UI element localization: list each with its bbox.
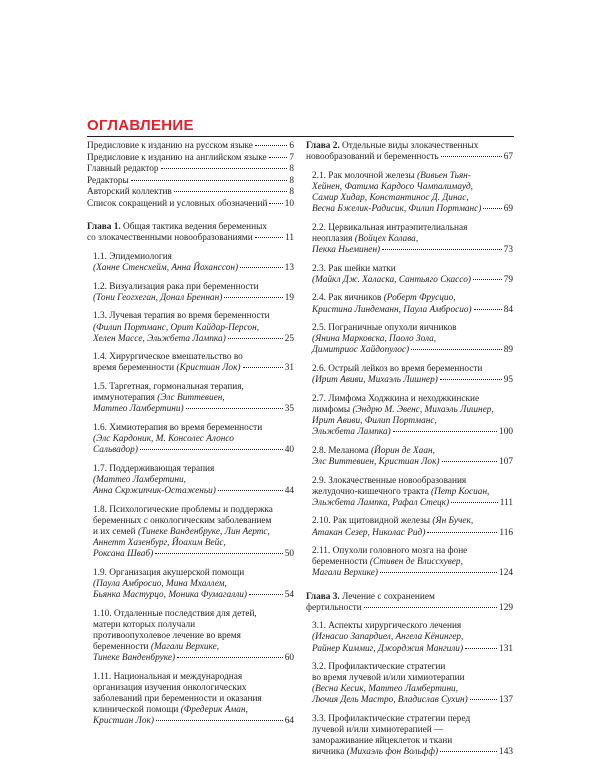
toc-entry-line: Аннетт Хазенбург, Йоахим Вейс, (93, 537, 226, 548)
toc-entry-line: 1.5. Таргетная, гормональная терапия, (93, 382, 244, 393)
toc-entry-title: Предисловие к изданию на английском языке (87, 152, 267, 163)
page-number: 107 (499, 456, 513, 467)
dot-leader (255, 237, 283, 238)
toc-entry-title: Бьянка Мастурцо, Моника Фумагалли) (93, 589, 248, 600)
toc-entry-line: 2.1. Рак молочной железы (Вивьен Тьян- (312, 170, 471, 181)
toc-entry[interactable] (87, 153, 294, 164)
toc-entry-line: 1.4. Хирургическое вмешательство во (93, 352, 243, 363)
toc-entry-line: 2.11. Опухоли головного мозга на фоне (312, 546, 468, 557)
dot-leader (451, 502, 498, 503)
toc-entry[interactable] (306, 293, 513, 315)
page-number: 44 (284, 486, 294, 496)
page-number: 8 (289, 175, 294, 186)
page-number: 69 (503, 204, 513, 215)
toc-entry-line: Глава 1. Общая тактика ведения беременных (87, 222, 268, 233)
toc-entry-line: Ирит Авиви, Филип Портманс, (312, 416, 437, 427)
toc-entry[interactable] (87, 423, 294, 456)
dot-leader (243, 367, 283, 368)
toc-entry-line: беременности (Стивен де Влиссхувер, (312, 557, 463, 568)
toc-entry[interactable] (306, 446, 513, 468)
toc-entry[interactable] (306, 621, 513, 654)
toc-entry-line: 1.11. Национальная и международная (93, 671, 243, 682)
toc-entry[interactable] (87, 164, 294, 175)
page-number: 84 (503, 304, 513, 315)
toc-entry-title: (Ирит Авиви, Михаэль Лишнер) (312, 375, 438, 386)
toc-entry-line: организация изучения онкологических (93, 682, 247, 693)
dot-leader (228, 338, 283, 339)
dot-leader (380, 572, 497, 573)
toc-entry-line: беременности (Магали Верхике, (93, 641, 220, 652)
toc-entry[interactable] (87, 199, 294, 210)
toc-entry[interactable] (87, 141, 294, 152)
page-number: 8 (289, 187, 294, 198)
dot-leader (393, 431, 497, 432)
toc-entry-title: новообразований и беременность (306, 152, 439, 163)
dot-leader (218, 490, 283, 491)
dot-leader (364, 607, 497, 608)
page-number: 35 (284, 404, 294, 415)
toc-entry-title: Эльжбета Лампка, Рафал Стецк) (312, 497, 450, 508)
dot-leader (140, 449, 283, 450)
toc-entry-line: 2.10. Рак щитовидной железы (Ян Бучек, (312, 516, 474, 527)
toc-entry-line: заболеваний при беременности и оказания (93, 693, 262, 704)
page-number: 60 (284, 653, 294, 663)
toc-entry-line: лимфомы (Эндрю М. Эвенс, Михаэль Лишнер, (312, 404, 494, 415)
dot-leader (442, 461, 498, 462)
toc-entry-line: 1.8. Психологические проблемы и поддержка (93, 504, 273, 515)
toc-entry[interactable] (87, 311, 294, 344)
toc-entry-title: (Майкл Дж. Халаска, Сантьяго Скассо) (312, 274, 471, 285)
toc-entry-title: Маттео Ламбертини) (93, 404, 184, 415)
toc-entry-title: Роксана Шваб) (93, 549, 154, 560)
toc-entry-title: Лючия Дель Мастро, Владислав Сухин) (312, 695, 468, 706)
toc-entry-title: Райнер Киммиг, Джорджия Мангили) (312, 643, 464, 654)
toc-entry-line: лучевой и/или химиотерапией — (312, 725, 444, 736)
toc-entry-line: 2.3. Рак шейки матки (312, 263, 396, 274)
toc-entry-line: 2.4. Рак яичников (Роберт Фрусцио, (312, 293, 456, 304)
toc-entry-line: (Игнасио Запардиел, Ангела Кёнингер, (312, 632, 464, 643)
toc-entry-line: 2.8. Меланома (Йорин де Хаан, (312, 445, 435, 456)
toc-entry-line: во время лучевой и/или химиотерапии (312, 673, 465, 684)
page-number: 54 (284, 589, 294, 600)
page-title: ОГЛАВЛЕНИЕ (87, 117, 194, 134)
dot-leader (224, 297, 282, 298)
toc-entry-title: Редакторы (87, 175, 129, 186)
toc-entry-title: Главный редактор (87, 164, 159, 175)
toc-entry[interactable] (306, 223, 513, 256)
toc-column-right (306, 141, 513, 759)
toc-entry-line: 1.1. Эпидемиология (93, 251, 172, 262)
toc-entry-line: (Янина Марковска, Паоло Зола, (312, 334, 437, 345)
toc-entry-title: Хелен Массе, Эльжбета Лампка) (93, 333, 226, 344)
toc-entry-line: 1.10. Отдаленные последствия для детей, (93, 608, 257, 619)
page-number: 6 (289, 141, 294, 151)
page-number: 143 (499, 747, 513, 758)
toc-entry[interactable] (306, 546, 513, 579)
toc-entry[interactable] (87, 464, 294, 497)
toc-entry-line: беременных с онкологическим заболеванием (93, 515, 272, 526)
toc-entry-title: Весна Бжелик-Радисик, Филип Портманс) (312, 204, 482, 215)
toc-entry-title: Авторский коллектив (87, 187, 172, 198)
toc-entry[interactable] (87, 282, 294, 304)
toc-entry-line: (Элс Кардоник, М. Консолес Алонсо (93, 434, 234, 445)
toc-entry-title: со злокачественными новообразованиями (87, 233, 253, 244)
dot-leader (156, 720, 283, 721)
toc-entry-line: 1.9. Организация акушерской помощи (93, 567, 245, 578)
toc-entry-line: (Весна Кесик, Маттео Ламбертини, (312, 684, 459, 695)
page-number: 7 (289, 152, 294, 163)
dot-leader (269, 203, 282, 204)
toc-entry-title: (Тони Геогхеган, Донал Бреннан) (93, 292, 223, 303)
toc-entry-line: замораживание яйцеклеток и ткани (312, 736, 453, 747)
dot-leader (255, 145, 287, 146)
toc-entry[interactable] (306, 714, 513, 758)
page-number: 124 (499, 568, 513, 579)
toc-entry[interactable] (306, 516, 513, 538)
dot-leader (161, 168, 288, 169)
toc-entry-line: 2.2. Цервикальная интраэпителиальная (312, 222, 468, 233)
page-number: 19 (284, 292, 294, 303)
toc-entry-line: Самир Хидар, Константинос Д. Динас, (312, 192, 469, 203)
toc-entry-title: фертильности (306, 602, 362, 613)
dot-leader (440, 751, 497, 752)
page-number: 89 (503, 345, 513, 356)
toc-entry-line: Хейнен, Фатима Кардосо Чампалимауд, (312, 181, 473, 192)
toc-entry-title: яичника (Михаэль фон Вольфф) (312, 747, 439, 758)
page-number: 8 (289, 164, 294, 175)
page-number: 11 (285, 233, 294, 244)
toc-column-left (87, 141, 294, 727)
toc-entry-line: 2.6. Острый лейкоз во время беременности (312, 364, 483, 375)
toc-entry[interactable] (87, 252, 294, 274)
toc-entry-title: (Ханне Стенсхейм, Анна Йоханссон) (93, 262, 239, 273)
toc-entry-title: время беременности (Кристиан Лок) (93, 363, 241, 374)
toc-entry-line: противоопухолевое лечение во время (93, 630, 241, 641)
dot-leader (427, 532, 497, 533)
page-number: 40 (284, 445, 294, 456)
toc-entry[interactable] (306, 171, 513, 215)
page-number: 31 (284, 363, 294, 374)
toc-entry[interactable] (306, 323, 513, 356)
page-number: 137 (499, 695, 513, 706)
title-divider (87, 136, 514, 137)
dot-leader (249, 594, 283, 595)
toc-entry-title: Кристиан Лок) (93, 716, 154, 727)
page-number: 100 (499, 427, 513, 438)
toc-entry-line: 3.3. Профилактические стратегии перед (312, 714, 471, 725)
toc-entry[interactable] (87, 382, 294, 415)
toc-entry-title: Элс Виттевиен, Кристиан Лок) (312, 456, 440, 467)
page-number: 129 (499, 602, 513, 613)
toc-entry-line: клинической помощи (Фредерик Аман, (93, 704, 248, 715)
dot-leader (269, 157, 288, 158)
toc-entry-title: Кристина Линдеманн, Паула Амбросио) (312, 304, 472, 315)
page-number: 95 (503, 375, 513, 386)
toc-entry-line: 2.9. Злокачественные новообразования (312, 475, 467, 486)
toc-entry[interactable] (87, 609, 294, 664)
toc-entry[interactable] (306, 394, 513, 438)
dot-leader (440, 379, 502, 380)
dot-leader (186, 408, 283, 409)
toc-entry[interactable] (306, 364, 513, 386)
toc-entry-line: 2.7. Лимфома Ходжкина и неходжкинские (312, 393, 480, 404)
page-number: 25 (284, 333, 294, 344)
dot-leader (465, 648, 497, 649)
toc-entry-line: 1.6. Химиотерапия во время беременности (93, 422, 263, 433)
toc-entry-line: и их семей (Тинеке Ванденбруке, Лин Аертс, (93, 526, 270, 537)
dot-leader (240, 267, 283, 268)
page-number: 79 (503, 274, 513, 285)
toc-entry-title: Пекка Ньеминен) (312, 244, 381, 255)
dot-leader (177, 657, 283, 658)
toc-entry-line: матери которых получали (93, 619, 196, 630)
toc-entry[interactable] (87, 222, 294, 244)
toc-entry[interactable] (87, 568, 294, 601)
toc-entry-title: Магали Верхике) (312, 568, 378, 579)
page-number: 10 (284, 198, 294, 209)
dot-leader (174, 191, 288, 192)
toc-entry-line: (Паула Амбросио, Мина Мхаллем, (93, 578, 227, 589)
toc-entry-line: (Филип Портманс, Орит Кайдар-Персон, (93, 322, 260, 333)
page-number: 116 (499, 527, 513, 538)
page-number: 50 (284, 549, 294, 560)
toc-entry-title: Тинеке Ванденбруке) (93, 653, 176, 663)
dot-leader (474, 309, 502, 310)
toc-entry[interactable] (87, 352, 294, 374)
dot-leader (131, 180, 288, 181)
dot-leader (483, 208, 501, 209)
toc-entry-title: Список сокращений и условных обозначений (87, 198, 268, 209)
toc-entry[interactable] (306, 476, 513, 509)
dot-leader (473, 279, 502, 280)
page-number: 131 (499, 643, 513, 654)
toc-entry[interactable] (87, 187, 294, 198)
page-number: 111 (499, 497, 513, 508)
toc-entry-line: 1.2. Визуализация рака при беременности (93, 281, 259, 292)
dot-leader (382, 249, 502, 250)
dot-leader (411, 349, 502, 350)
dot-leader (470, 699, 497, 700)
toc-entry-title: Предисловие к изданию на русском языке (87, 141, 253, 151)
toc-entry-title: Димитриос Хайдопулос) (312, 345, 410, 356)
toc-entry[interactable] (87, 505, 294, 560)
toc-entry-title: Анна Скржипчик-Остаженьи) (93, 486, 216, 496)
page-number: 67 (503, 152, 513, 163)
toc-entry[interactable] (87, 176, 294, 187)
toc-entry-title: Атакан Сезер, Николас Рид) (312, 527, 426, 538)
toc-entry-line: (Маттео Ламбертини, (93, 474, 186, 485)
toc-entry[interactable] (306, 662, 513, 706)
toc-entry-line: иммунотерапия (Элс Виттевиен, (93, 393, 225, 404)
page-number: 73 (503, 244, 513, 255)
toc-entry-line: Глава 3. Лечение с сохранением (306, 591, 435, 602)
toc-entry-title: Сальвадор) (93, 445, 138, 456)
toc-entry-line: 3.1. Аспекты хирургического лечения (312, 621, 462, 632)
toc-entry-line: 3.2. Профилактические стратегии (312, 662, 446, 673)
dot-leader (441, 156, 502, 157)
toc-entry[interactable] (87, 672, 294, 727)
toc-entry[interactable] (306, 141, 513, 163)
toc-entry-line: желудочно-кишечного тракта (Петр Косиан, (312, 486, 490, 497)
toc-entry-title: Эльжбета Лампка) (312, 427, 391, 438)
toc-entry-line: 2.5. Пограничные опухоли яичников (312, 323, 457, 334)
toc-entry-line: 1.7. Поддерживающая терапия (93, 463, 215, 474)
page-number: 13 (284, 262, 294, 273)
toc-entry-line: неоплазия (Войцех Колава, (312, 233, 419, 244)
page-number: 64 (284, 716, 294, 727)
toc-entry[interactable] (306, 592, 513, 614)
toc-entry-line: 1.3. Лучевая терапия во время беременности (93, 311, 270, 322)
toc-entry-line: Глава 2. Отдельные виды злокачественных (306, 141, 479, 151)
dot-leader (155, 553, 283, 554)
toc-entry[interactable] (306, 264, 513, 286)
